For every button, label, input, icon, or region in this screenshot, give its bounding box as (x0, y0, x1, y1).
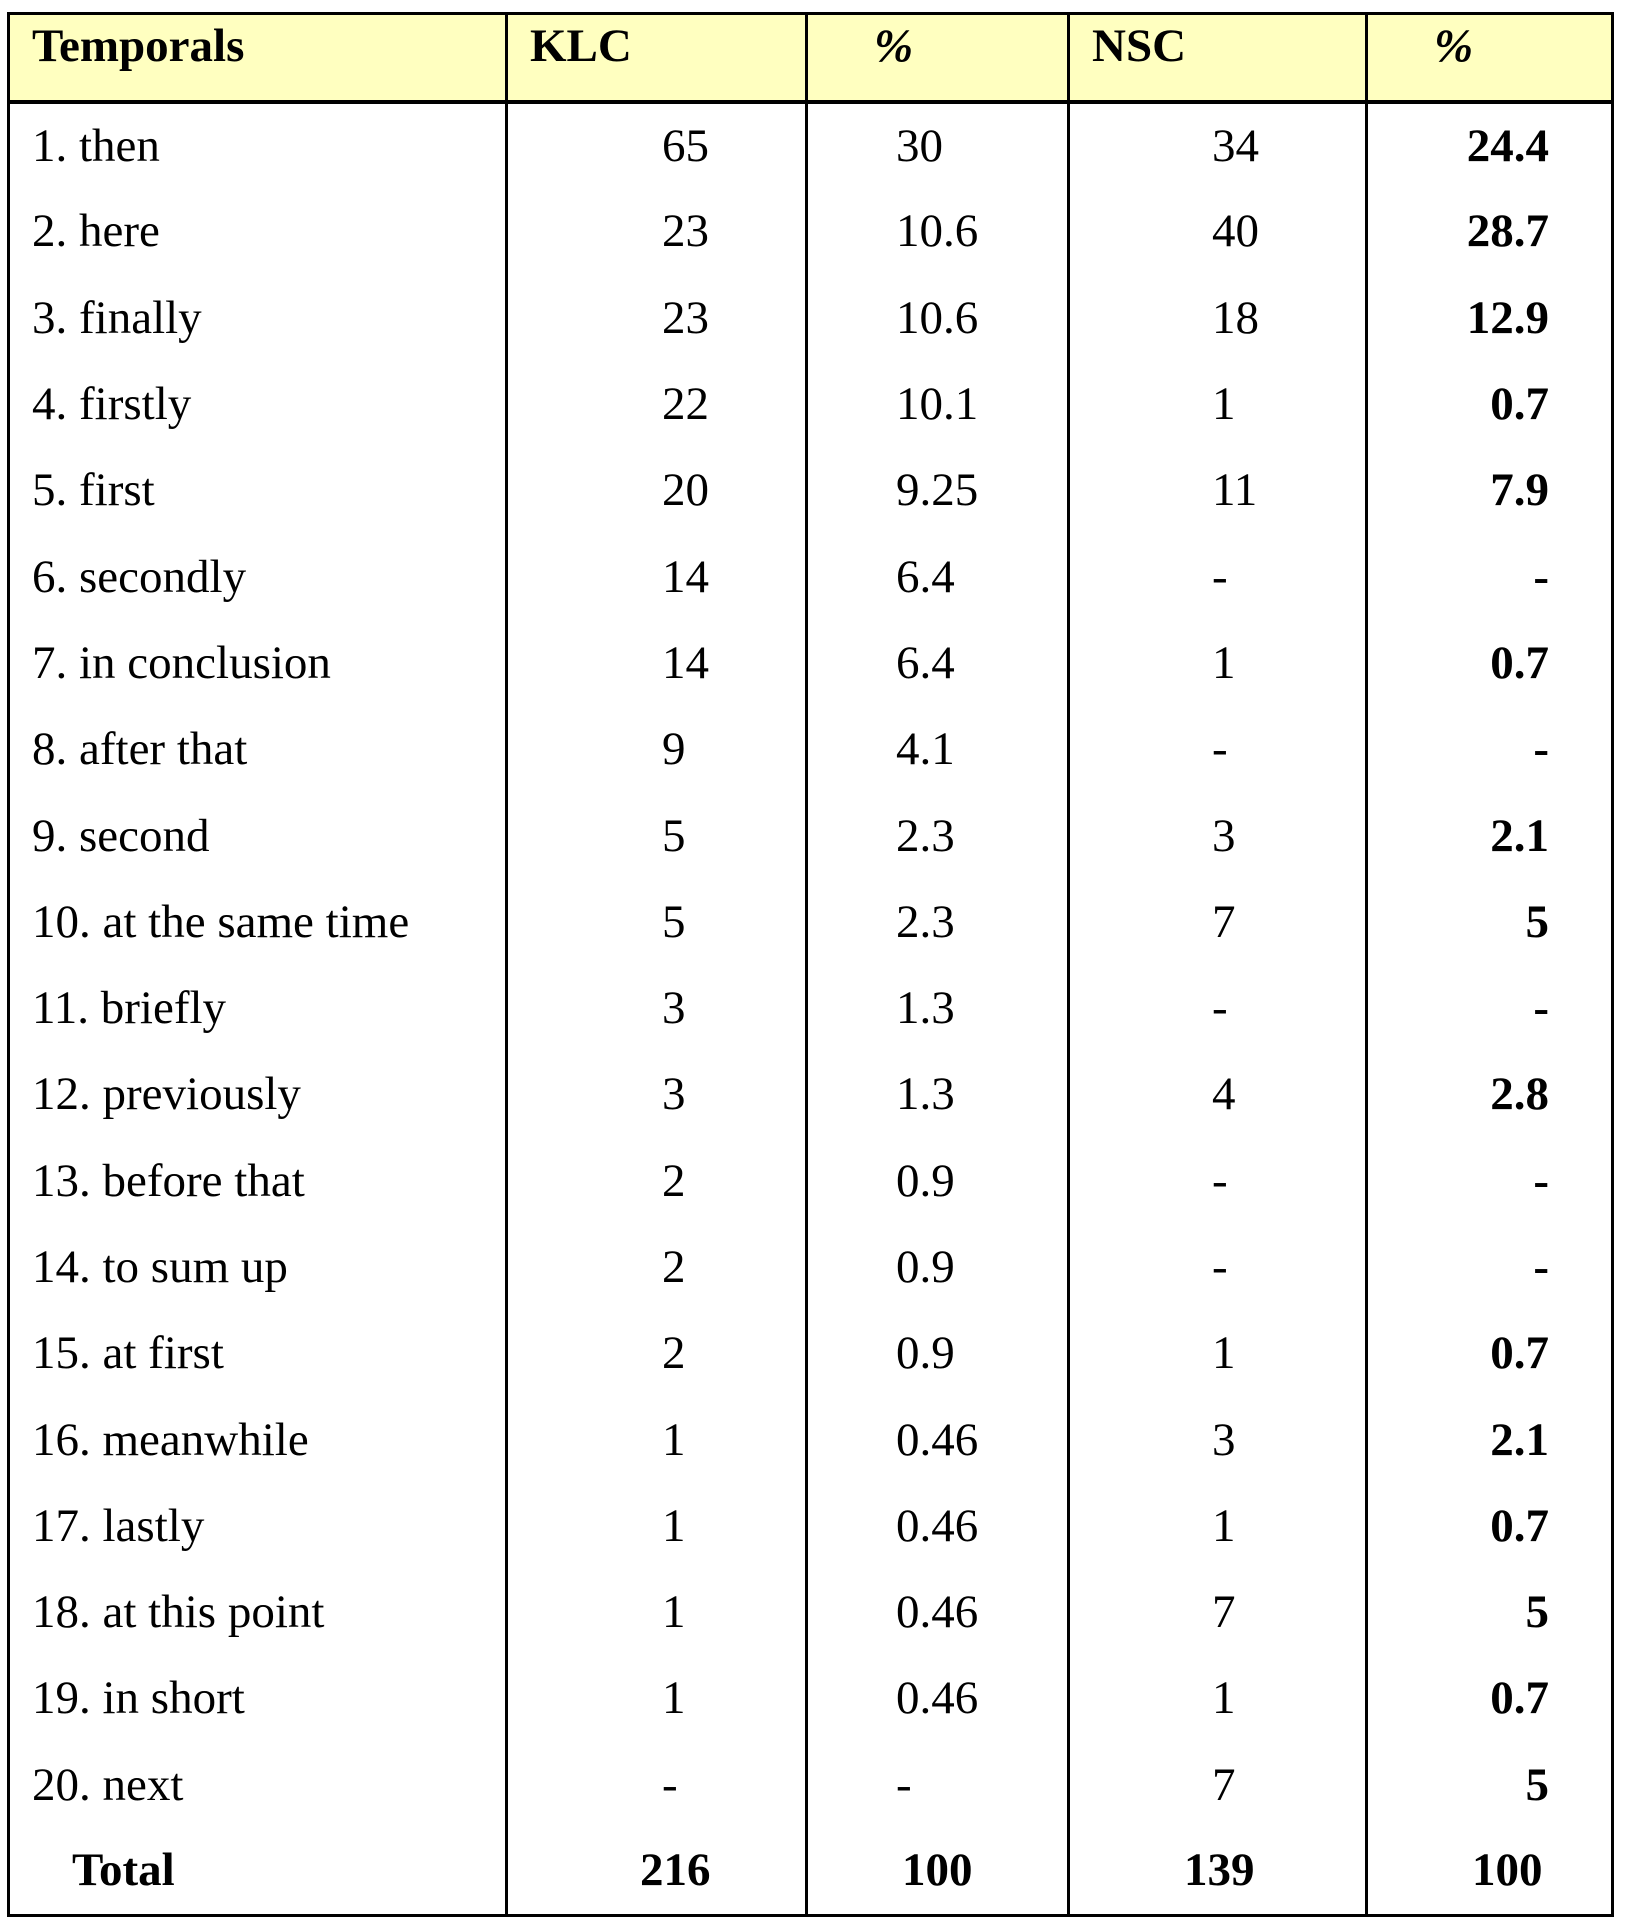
table-row (9, 706, 1613, 792)
row-klc-count: - (507, 1741, 807, 1827)
total-row (9, 1827, 1613, 1915)
row-klc-count: 9 (507, 706, 807, 792)
row-temporal-label: 16. meanwhile (9, 1396, 507, 1482)
row-klc-percent: 0.46 (807, 1569, 1069, 1655)
row-temporal-label: 1. then (9, 102, 507, 188)
table-row (9, 792, 1613, 878)
table-row (9, 360, 1613, 446)
temporals-table (7, 12, 1614, 1917)
table-row (9, 878, 1613, 964)
row-nsc-percent: 0.7 (1367, 360, 1613, 446)
row-klc-percent: 1.3 (807, 964, 1069, 1050)
row-temporal-label: 5. first (9, 447, 507, 533)
row-nsc-count: - (1069, 1137, 1367, 1223)
table-row (9, 1051, 1613, 1137)
table-body (9, 102, 1613, 1916)
row-nsc-percent: 12.9 (1367, 274, 1613, 360)
row-klc-count: 14 (507, 533, 807, 619)
row-nsc-count: 11 (1069, 447, 1367, 533)
row-klc-count: 23 (507, 188, 807, 274)
row-klc-count: 20 (507, 447, 807, 533)
row-klc-count: 1 (507, 1482, 807, 1568)
row-nsc-percent: - (1367, 1137, 1613, 1223)
row-nsc-count: 3 (1069, 792, 1367, 878)
row-klc-count: 5 (507, 878, 807, 964)
header-temporals: Temporals (9, 14, 507, 102)
table-row (9, 1223, 1613, 1309)
row-nsc-count: 1 (1069, 1655, 1367, 1741)
table-row (9, 1741, 1613, 1827)
row-nsc-count: - (1069, 706, 1367, 792)
row-nsc-percent: 28.7 (1367, 188, 1613, 274)
row-klc-percent: 10.6 (807, 274, 1069, 360)
row-klc-count: 1 (507, 1655, 807, 1741)
row-nsc-percent: 7.9 (1367, 447, 1613, 533)
row-klc-count: 22 (507, 360, 807, 446)
row-klc-count: 2 (507, 1223, 807, 1309)
row-nsc-percent: 5 (1367, 1569, 1613, 1655)
header-row (9, 14, 1613, 102)
row-nsc-count: 1 (1069, 1482, 1367, 1568)
total-nsc: 139 (1069, 1827, 1367, 1915)
row-nsc-percent: - (1367, 533, 1613, 619)
row-klc-count: 2 (507, 1310, 807, 1396)
header-nsc-percent: % (1367, 14, 1613, 102)
total-nsc-percent: 100 (1367, 1827, 1613, 1915)
row-temporal-label: 19. in short (9, 1655, 507, 1741)
row-nsc-count: 3 (1069, 1396, 1367, 1482)
row-nsc-percent: 0.7 (1367, 1655, 1613, 1741)
row-klc-percent: 0.46 (807, 1482, 1069, 1568)
table-row (9, 533, 1613, 619)
row-nsc-count: 7 (1069, 1569, 1367, 1655)
row-klc-percent: 0.9 (807, 1223, 1069, 1309)
temporals-table-container (7, 12, 1611, 1917)
table-row (9, 1569, 1613, 1655)
row-klc-percent: 9.25 (807, 447, 1069, 533)
row-nsc-percent: 5 (1367, 1741, 1613, 1827)
table-row (9, 619, 1613, 705)
row-temporal-label: 18. at this point (9, 1569, 507, 1655)
row-klc-percent: 6.4 (807, 619, 1069, 705)
row-temporal-label: 17. lastly (9, 1482, 507, 1568)
row-klc-count: 1 (507, 1569, 807, 1655)
row-klc-percent: 4.1 (807, 706, 1069, 792)
table-row (9, 1310, 1613, 1396)
row-temporal-label: 11. briefly (9, 964, 507, 1050)
row-klc-count: 1 (507, 1396, 807, 1482)
row-nsc-percent: 2.1 (1367, 1396, 1613, 1482)
row-nsc-count: 7 (1069, 878, 1367, 964)
row-temporal-label: 10. at the same time (9, 878, 507, 964)
row-klc-percent: 2.3 (807, 878, 1069, 964)
row-klc-count: 2 (507, 1137, 807, 1223)
table-row (9, 1482, 1613, 1568)
row-nsc-percent: 24.4 (1367, 102, 1613, 188)
row-temporal-label: 12. previously (9, 1051, 507, 1137)
header-klc: KLC (507, 14, 807, 102)
row-klc-percent: 2.3 (807, 792, 1069, 878)
row-nsc-count: 1 (1069, 1310, 1367, 1396)
row-nsc-percent: 0.7 (1367, 1310, 1613, 1396)
row-nsc-count: 18 (1069, 274, 1367, 360)
row-klc-percent: 30 (807, 102, 1069, 188)
row-nsc-percent: 2.1 (1367, 792, 1613, 878)
row-nsc-count: 7 (1069, 1741, 1367, 1827)
row-nsc-percent: 0.7 (1367, 619, 1613, 705)
row-nsc-count: - (1069, 964, 1367, 1050)
row-klc-percent: 0.46 (807, 1655, 1069, 1741)
row-nsc-count: 40 (1069, 188, 1367, 274)
row-nsc-percent: 0.7 (1367, 1482, 1613, 1568)
row-temporal-label: 6. secondly (9, 533, 507, 619)
row-temporal-label: 4. firstly (9, 360, 507, 446)
row-temporal-label: 13. before that (9, 1137, 507, 1223)
table-header (9, 14, 1613, 102)
row-klc-count: 14 (507, 619, 807, 705)
total-klc: 216 (507, 1827, 807, 1915)
total-label: Total (9, 1827, 507, 1915)
row-nsc-count: - (1069, 1223, 1367, 1309)
row-temporal-label: 15. at first (9, 1310, 507, 1396)
row-klc-percent: 0.9 (807, 1310, 1069, 1396)
row-temporal-label: 3. finally (9, 274, 507, 360)
row-klc-percent: 0.9 (807, 1137, 1069, 1223)
row-temporal-label: 7. in conclusion (9, 619, 507, 705)
row-temporal-label: 14. to sum up (9, 1223, 507, 1309)
row-klc-percent: 0.46 (807, 1396, 1069, 1482)
row-klc-percent: 1.3 (807, 1051, 1069, 1137)
row-klc-percent: - (807, 1741, 1069, 1827)
table-row (9, 1396, 1613, 1482)
table-row (9, 188, 1613, 274)
table-row (9, 1137, 1613, 1223)
header-klc-percent: % (807, 14, 1069, 102)
row-nsc-percent: - (1367, 706, 1613, 792)
row-nsc-count: - (1069, 533, 1367, 619)
row-klc-count: 65 (507, 102, 807, 188)
row-nsc-count: 1 (1069, 360, 1367, 446)
row-temporal-label: 2. here (9, 188, 507, 274)
table-row (9, 102, 1613, 188)
table-row (9, 1655, 1613, 1741)
row-klc-count: 3 (507, 964, 807, 1050)
row-temporal-label: 8. after that (9, 706, 507, 792)
row-nsc-percent: - (1367, 1223, 1613, 1309)
row-nsc-percent: - (1367, 964, 1613, 1050)
row-nsc-count: 34 (1069, 102, 1367, 188)
table-row (9, 964, 1613, 1050)
row-nsc-percent: 2.8 (1367, 1051, 1613, 1137)
row-klc-percent: 10.1 (807, 360, 1069, 446)
row-klc-percent: 6.4 (807, 533, 1069, 619)
row-temporal-label: 20. next (9, 1741, 507, 1827)
row-temporal-label: 9. second (9, 792, 507, 878)
row-klc-count: 5 (507, 792, 807, 878)
table-row (9, 274, 1613, 360)
row-klc-count: 3 (507, 1051, 807, 1137)
row-klc-percent: 10.6 (807, 188, 1069, 274)
row-nsc-count: 4 (1069, 1051, 1367, 1137)
row-klc-count: 23 (507, 274, 807, 360)
header-nsc: NSC (1069, 14, 1367, 102)
row-nsc-count: 1 (1069, 619, 1367, 705)
total-klc-percent: 100 (807, 1827, 1069, 1915)
row-nsc-percent: 5 (1367, 878, 1613, 964)
table-row (9, 447, 1613, 533)
